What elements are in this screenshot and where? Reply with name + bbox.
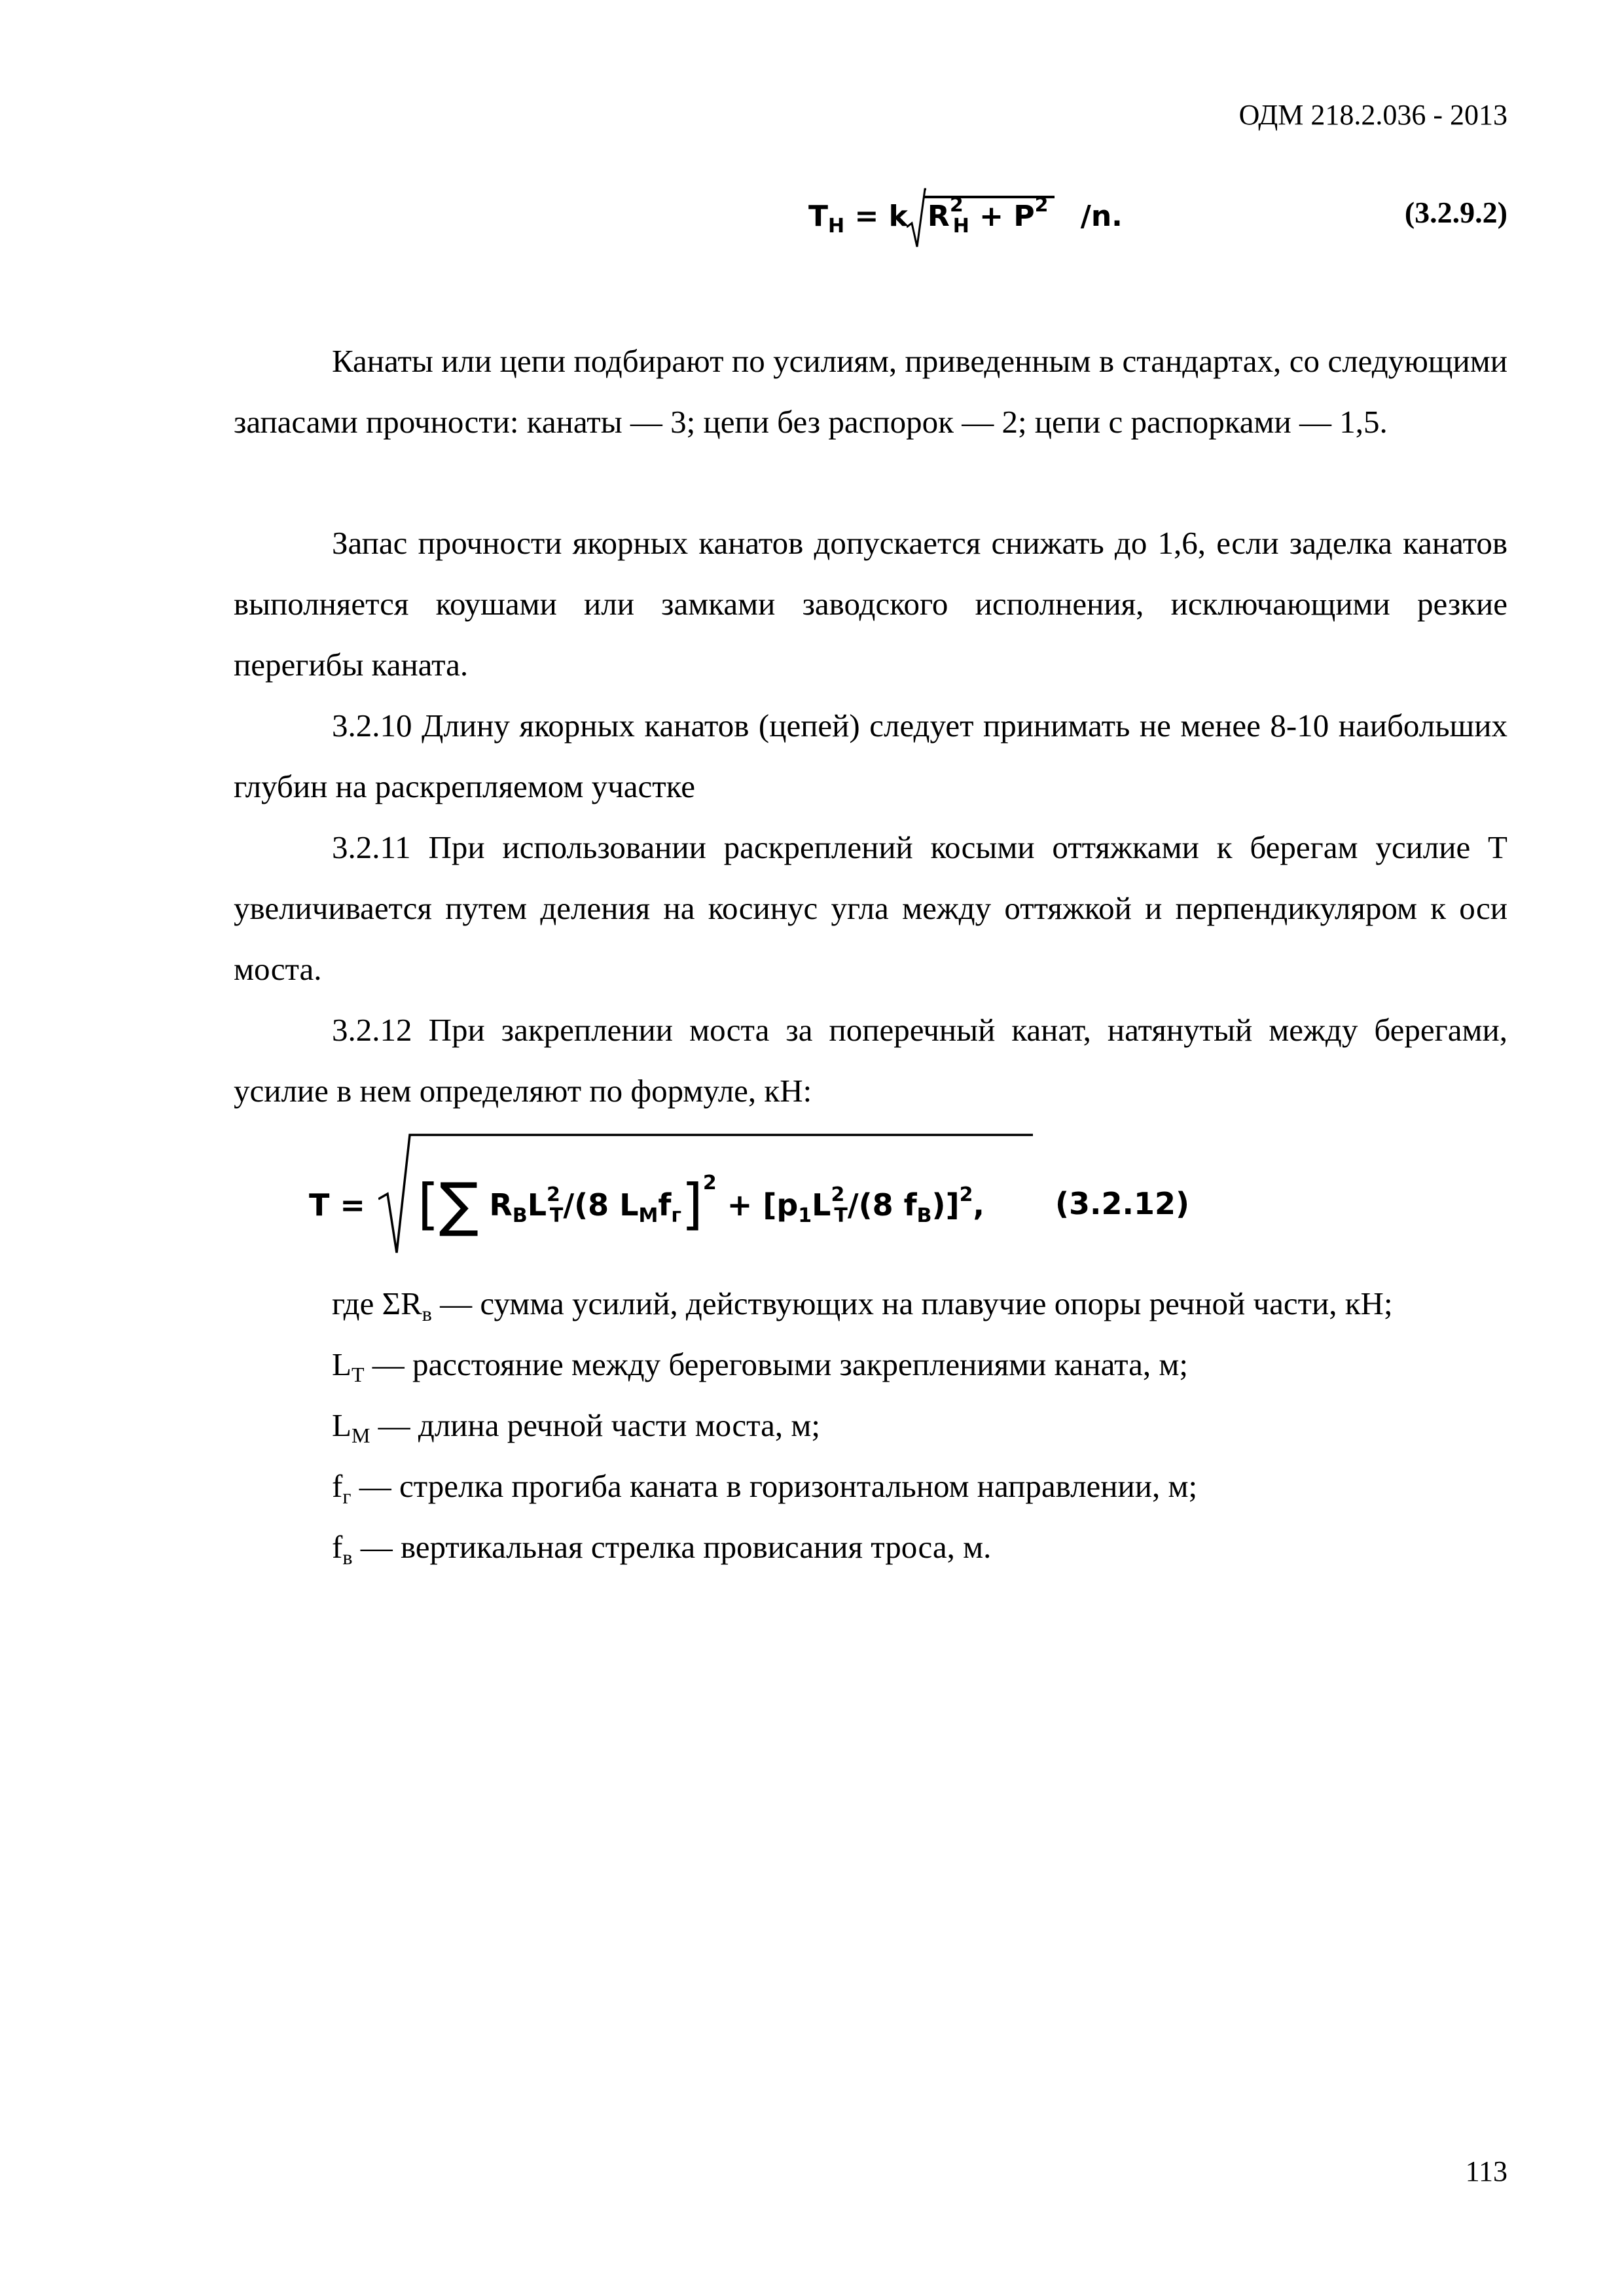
formula-lhs: $T_H$ bbox=[808, 200, 845, 238]
formula-number-3-2-9-2: (3.2.9.2) bbox=[1404, 196, 1507, 229]
definition-fg: $f_г$ — стрелка прогиба каната в горизонтальном направлении, м; bbox=[332, 1468, 1198, 1508]
definition-lm: $L_M$ — длина речной части моста, м; bbox=[332, 1407, 820, 1447]
paragraph-strength-margins: Канаты или цепи подбирают по усилиям, приведенным в стандартах, со следующими запасами прочности: канаты — 3; цепи без распорок — 2; цепи с распорками — 1,5. bbox=[234, 343, 1507, 440]
formula-number-3-2-12: (3.2.12) bbox=[1055, 1186, 1190, 1221]
formula-3-2-9-2: $T_H = k$ $R^2_H + P^2$ /n. bbox=[808, 187, 1123, 245]
definition-fv: $f_в$ — вертикальная стрелка провисания троса, м. bbox=[332, 1529, 992, 1569]
clause-number: 3.2.10 bbox=[332, 708, 412, 744]
document-code-header: ОДМ 218.2.036 - 2013 bbox=[1238, 99, 1507, 131]
radicand: $R^2_H + P^2$ bbox=[924, 196, 1055, 233]
paragraph-3-2-11: 3.2.11 При использовании раскреплений косыми оттяжками к берегам усилие Т увеличивается путем деления на косинус угла между оттяжкой и перпендикуляром к оси моста. bbox=[234, 829, 1507, 987]
summation-symbol: ∑ bbox=[439, 1170, 479, 1239]
definition-sum-rv: где $\Sigma R_в$ — сумма усилий, действующих на плавучие опоры речной части, кН; bbox=[332, 1285, 1393, 1325]
paragraph-anchor-margin: Запас прочности якорных канатов допускается снижать до 1,6, если заделка канатов выполняется коушами или замками заводского исполнения, исключающими резкие перегибы каната. bbox=[234, 525, 1507, 683]
formula-3-2-12: T = [∑ $R_BL^2_T/(8$ $L_Mf_г]^2 + [p_1L^2_T/(8$ $f_B)]^2$, bbox=[309, 1170, 984, 1239]
paragraph-3-2-10: 3.2.10 Длину якорных канатов (цепей) следует принимать не менее 8-10 наибольших глубин на раскрепляемом участке bbox=[234, 708, 1508, 804]
clause-number: 3.2.11 bbox=[332, 829, 411, 865]
definition-lt: $L_T$ — расстояние между береговыми закреплениями каната, м; bbox=[332, 1346, 1188, 1386]
paragraph-3-2-12: 3.2.12 При закреплении моста за поперечный канат, натянутый между берегами, усилие в нем определяют по формуле, кН: bbox=[234, 1012, 1508, 1109]
page-number: 113 bbox=[1465, 2155, 1507, 2187]
clause-number: 3.2.12 bbox=[332, 1012, 412, 1048]
